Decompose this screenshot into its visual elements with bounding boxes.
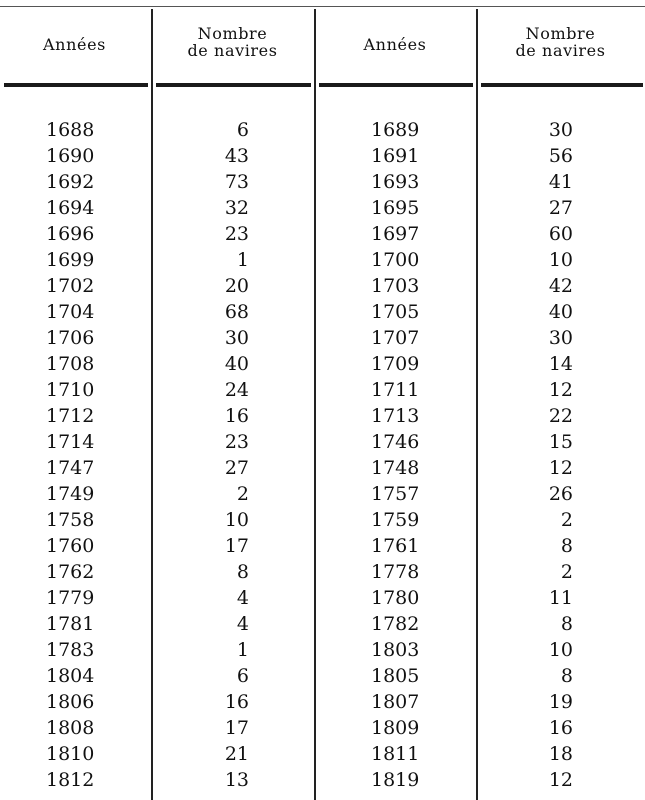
ship-count-cell: 1 (236, 639, 249, 661)
ship-count-cell: 30 (548, 327, 573, 349)
ship-count-cell: 42 (548, 275, 573, 297)
ship-count-cell: 41 (548, 171, 573, 193)
ship-count-cell: 68 (224, 301, 249, 323)
ship-count-cell: 13 (224, 769, 249, 791)
ships-column-right (520, 117, 573, 793)
ship-count-cell: 6 (236, 119, 249, 141)
header-ships-left: Nombre de navires (187, 24, 278, 60)
ship-count-cell: 32 (224, 197, 249, 219)
year-cell: 1705 (371, 301, 420, 323)
year-cell: 1779 (46, 587, 95, 609)
year-cell: 1812 (46, 769, 95, 791)
year-cell: 1697 (371, 223, 420, 245)
ship-count-cell: 8 (236, 561, 249, 583)
year-cell: 1809 (371, 717, 420, 739)
ships-column-left (200, 117, 249, 793)
year-cell: 1780 (371, 587, 420, 609)
ship-count-cell: 22 (548, 405, 573, 427)
year-cell: 1758 (46, 509, 95, 531)
ship-count-cell: 16 (224, 405, 249, 427)
column-divider (151, 9, 153, 800)
ship-count-cell: 2 (560, 509, 573, 531)
year-cell: 1747 (46, 457, 95, 479)
ship-count-cell: 21 (224, 743, 249, 765)
ship-count-cell: 27 (224, 457, 249, 479)
year-cell: 1694 (46, 197, 95, 219)
column-divider (314, 9, 316, 800)
ship-count-cell: 8 (560, 613, 573, 635)
year-cell: 1759 (371, 509, 420, 531)
year-cell: 1757 (371, 483, 420, 505)
year-cell: 1692 (46, 171, 95, 193)
year-cell: 1699 (46, 249, 95, 271)
ship-count-cell: 40 (224, 353, 249, 375)
year-cell: 1708 (46, 353, 95, 375)
header-years-left: Années (43, 35, 106, 54)
ship-count-cell: 4 (236, 613, 249, 635)
ship-count-cell: 20 (224, 275, 249, 297)
year-cell: 1762 (46, 561, 95, 583)
year-cell: 1760 (46, 535, 95, 557)
year-cell: 1696 (46, 223, 95, 245)
year-cell: 1805 (371, 665, 420, 687)
ship-count-cell: 23 (224, 223, 249, 245)
year-cell: 1695 (371, 197, 420, 219)
ship-count-cell: 40 (548, 301, 573, 323)
year-cell: 1712 (46, 405, 95, 427)
ship-count-cell: 8 (560, 665, 573, 687)
ship-count-cell: 15 (548, 431, 573, 453)
top-rule (0, 6, 645, 7)
year-cell: 1706 (46, 327, 95, 349)
year-cell: 1749 (46, 483, 95, 505)
year-cell: 1709 (371, 353, 420, 375)
column-divider (476, 9, 478, 800)
year-cell: 1688 (46, 119, 95, 141)
year-cell: 1746 (371, 431, 420, 453)
year-cell: 1711 (371, 379, 420, 401)
year-cell: 1783 (46, 639, 95, 661)
ship-count-cell: 17 (224, 535, 249, 557)
year-cell: 1703 (371, 275, 420, 297)
ship-count-cell: 18 (548, 743, 573, 765)
ship-count-cell: 2 (236, 483, 249, 505)
header-rule (481, 83, 643, 87)
ship-count-cell: 23 (224, 431, 249, 453)
ship-count-cell: 10 (224, 509, 249, 531)
year-cell: 1778 (371, 561, 420, 583)
year-cell: 1804 (46, 665, 95, 687)
ship-count-cell: 60 (548, 223, 573, 245)
year-cell: 1710 (46, 379, 95, 401)
year-cell: 1704 (46, 301, 95, 323)
ship-count-cell: 12 (548, 769, 573, 791)
ship-count-cell: 16 (224, 691, 249, 713)
year-cell: 1810 (46, 743, 95, 765)
header-rule (4, 83, 148, 87)
years-column-right (371, 117, 441, 793)
ship-count-cell: 12 (548, 379, 573, 401)
ship-count-cell: 27 (548, 197, 573, 219)
year-cell: 1761 (371, 535, 420, 557)
header-rule (156, 83, 311, 87)
year-cell: 1807 (371, 691, 420, 713)
year-cell: 1700 (371, 249, 420, 271)
ship-count-cell: 8 (560, 535, 573, 557)
ship-count-cell: 10 (548, 249, 573, 271)
ship-count-cell: 24 (224, 379, 249, 401)
year-cell: 1690 (46, 145, 95, 167)
ship-count-cell: 16 (548, 717, 573, 739)
years-column-left (46, 117, 116, 793)
ship-count-cell: 73 (224, 171, 249, 193)
ship-count-cell: 12 (548, 457, 573, 479)
ship-count-cell: 14 (548, 353, 573, 375)
ship-count-cell: 17 (224, 717, 249, 739)
ship-count-cell: 2 (560, 561, 573, 583)
year-cell: 1803 (371, 639, 420, 661)
year-cell: 1808 (46, 717, 95, 739)
year-cell: 1782 (371, 613, 420, 635)
ship-count-cell: 30 (224, 327, 249, 349)
year-cell: 1689 (371, 119, 420, 141)
year-cell: 1748 (371, 457, 420, 479)
year-cell: 1713 (371, 405, 420, 427)
year-cell: 1781 (46, 613, 95, 635)
header-ships-right: Nombre de navires (515, 24, 606, 60)
ship-count-cell: 4 (236, 587, 249, 609)
ship-count-cell: 1 (236, 249, 249, 271)
ship-count-cell: 10 (548, 639, 573, 661)
ship-count-cell: 26 (548, 483, 573, 505)
header-years-right: Années (363, 35, 427, 54)
year-cell: 1806 (46, 691, 95, 713)
year-cell: 1693 (371, 171, 420, 193)
year-cell: 1702 (46, 275, 95, 297)
ship-count-cell: 56 (548, 145, 573, 167)
year-cell: 1819 (371, 769, 420, 791)
year-cell: 1691 (371, 145, 420, 167)
ship-count-cell: 19 (548, 691, 573, 713)
ship-count-cell: 30 (548, 119, 573, 141)
year-cell: 1714 (46, 431, 95, 453)
year-cell: 1811 (371, 743, 420, 765)
year-cell: 1707 (371, 327, 420, 349)
header-rule (319, 83, 473, 87)
ship-count-cell: 6 (236, 665, 249, 687)
ship-count-cell: 11 (548, 587, 573, 609)
ship-count-cell: 43 (224, 145, 249, 167)
